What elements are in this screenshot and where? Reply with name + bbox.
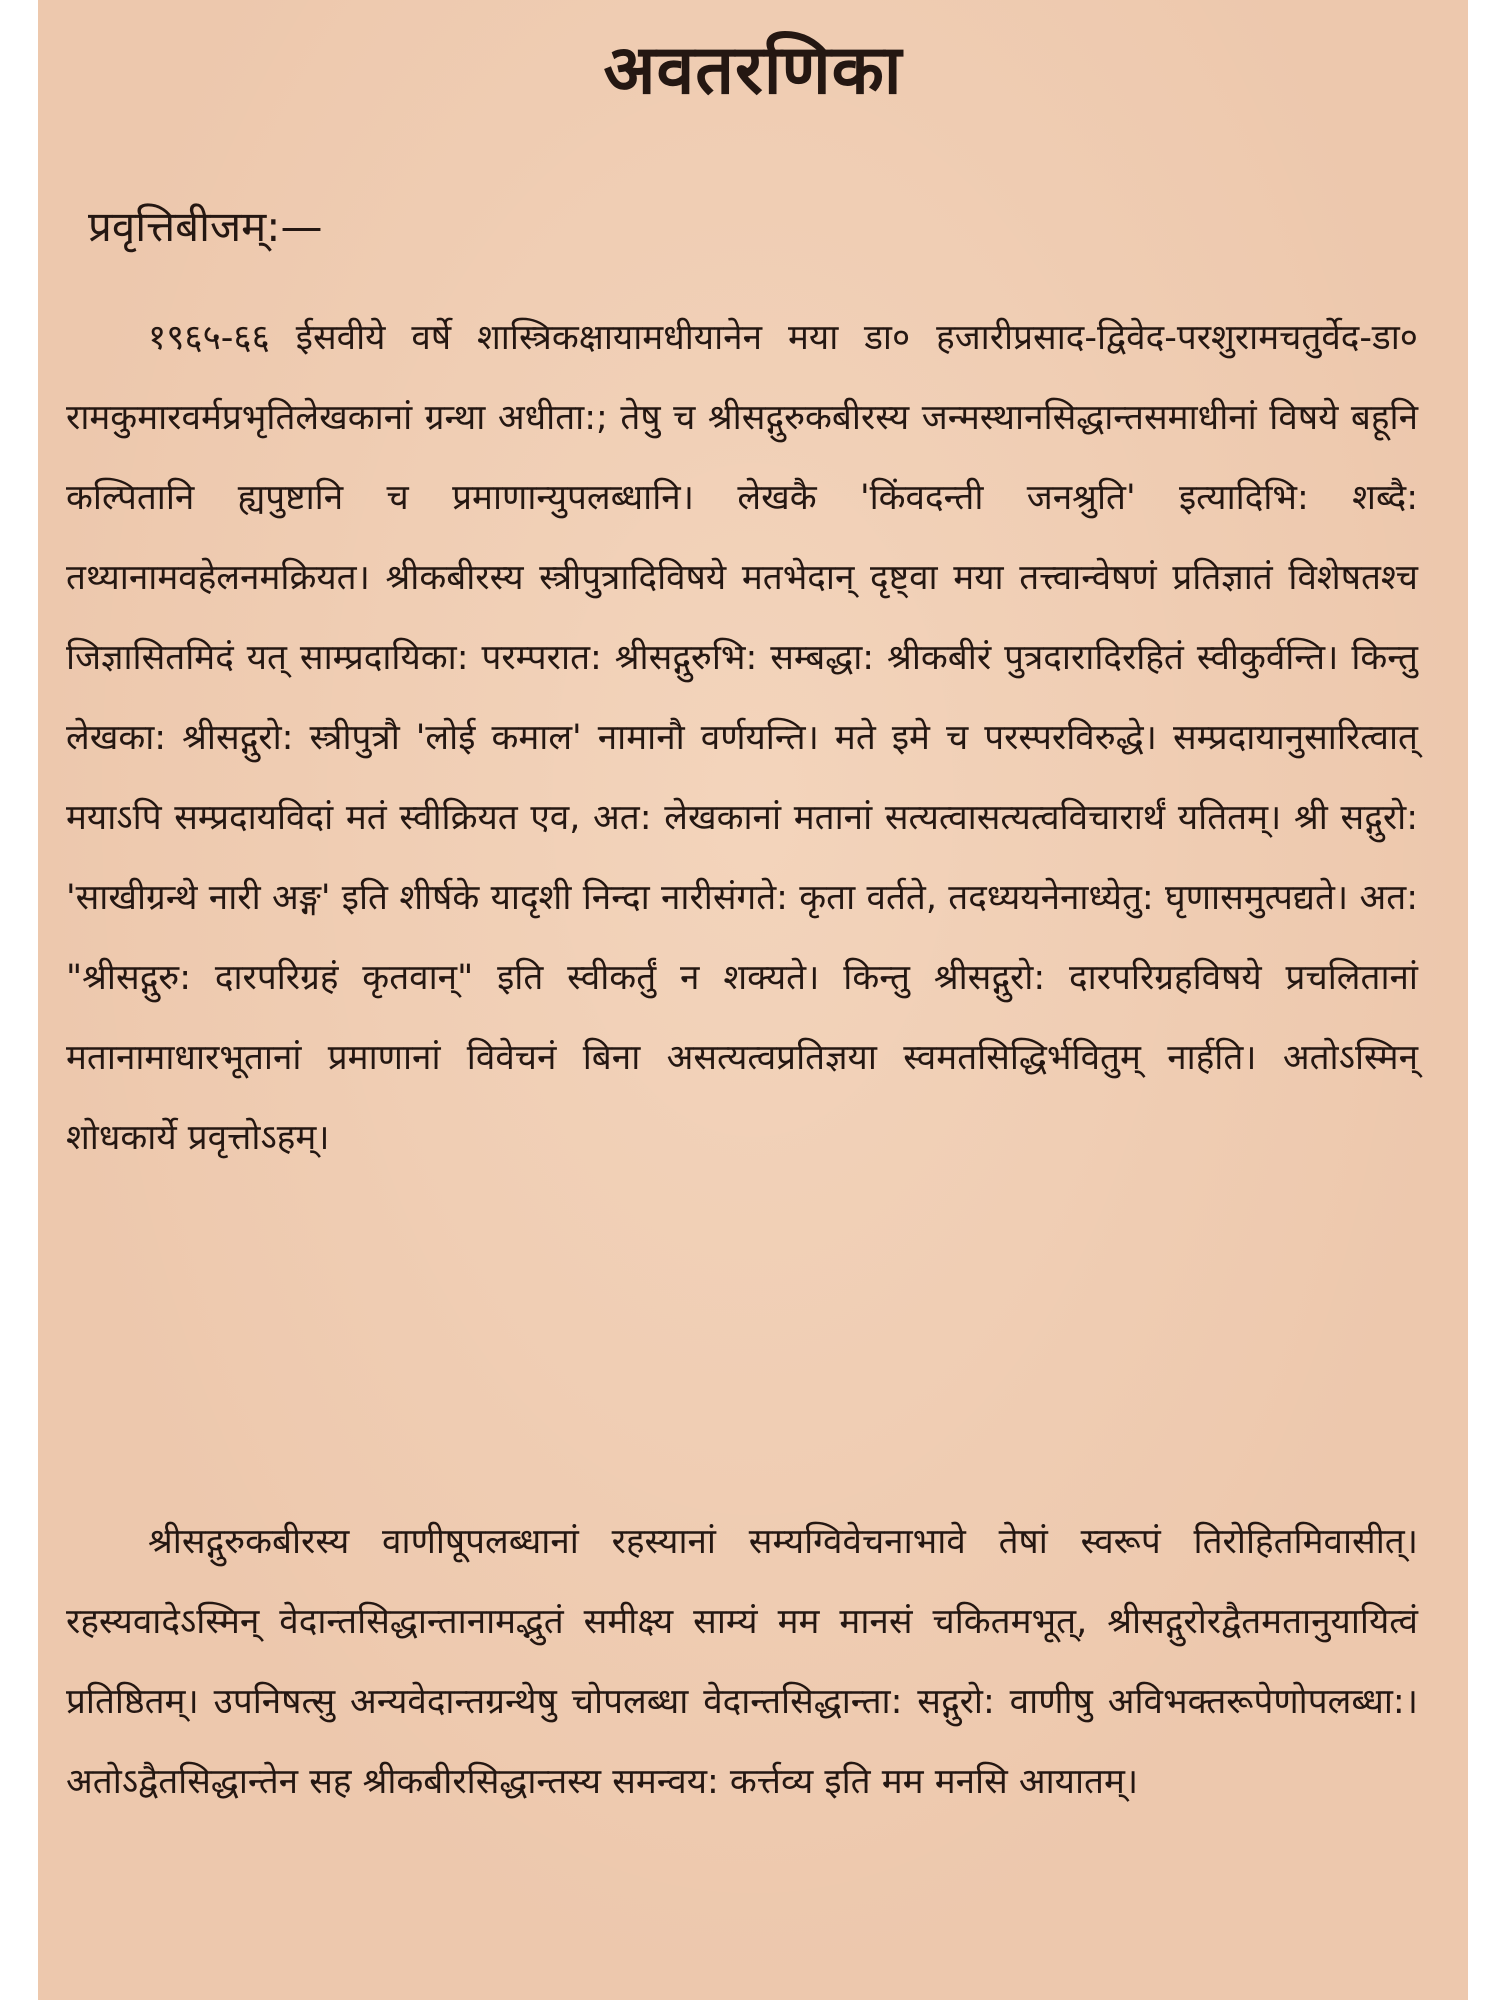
paragraph: श्रीसद्गुरुकबीरस्य वाणीषूपलब्धानां रहस्यानां सम्यग्विवेचनाभावे तेषां स्वरूपं तिरोहितमिवासीत्। रहस्यवादेऽस्मिन् वेदान्तसिद्धान्तानामद्भुतं समीक्ष्य साम्यं मम मानसं चकितमभूत्, श्रीसद्गुरोरद्वैतमतानुयायित्वं प्रतिष्ठितम्। उपनिषत्सु अन्यवेदान्तग्रन्थेषु चोपलब्धा वेदान्तसिद्धान्ता: सद्गुरो: वाणीषु अविभक्तरूपेणोपलब्धा:। अतोऽद्वैतसिद्धान्तेन सह श्रीकबीरसिद्धान्तस्य समन्वय: कर्त्तव्य इति मम मनसि आयातम्।	[66, 1522, 1418, 1802]
paragraph: १९६५-६६ ईसवीये वर्षे शास्त्रिकक्षायामधीयानेन मया डा० हजारीप्रसाद-द्विवेद-परशुरामचतुर्वेद-डा० रामकुमारवर्मप्रभृतिलेखकानां ग्रन्था अधीता:; तेषु च श्रीसद्गुरुकबीरस्य जन्मस्थानसिद्धान्तसमाधीनां विषये बहूनि कल्पितानि ह्यपुष्टानि च प्रमाणान्युपलब्धानि। लेखकै 'किंवदन्ती जनश्रुति' इत्यादिभि: शब्दै: तथ्यानामवहेलनमक्रियत। श्रीकबीरस्य स्त्रीपुत्रादिविषये मतभेदान् दृष्ट्वा मया तत्त्वान्वेषणं प्रतिज्ञातं विशेषतश्च जिज्ञासितमिदं यत् साम्प्रदायिका: परम्परात: श्रीसद्गुरुभि: सम्बद्धा: श्रीकबीरं पुत्रदारादिरहितं स्वीकुर्वन्ति। किन्तु लेखका: श्रीसद्गुरो: स्त्रीपुत्रौ 'लोई कमाल' नामानौ वर्णयन्ति। मते इमे च परस्परविरुद्धे। सम्प्रदायानुसारित्वात् मयाऽपि सम्प्रदायविदां मतं स्वीक्रियत एव, अत: लेखकानां मतानां सत्यत्वासत्यत्वविचारार्थं यतितम्। श्री सद्गुरो: 'साखीग्रन्थे नारी अङ्ग' इति शीर्षके यादृशी निन्दा नारीसंगते: कृता वर्तते, तदध्ययनेनाध्येतु: घृणासमुत्पद्यते। अत: "श्रीसद्गुरु: दारपरिग्रहं कृतवान्" इति स्वीकर्तुं न शक्यते। किन्तु श्रीसद्गुरो: दारपरिग्रहविषये प्रचलितानां मतानामाधारभूतानां प्रमाणानां विवेचनं बिना असत्यत्वप्रतिज्ञया स्वमतसिद्धिर्भवितुम् नार्हति। अतोऽस्मिन् शोधकार्ये प्रवृत्तोऽहम्।	[66, 318, 1418, 1158]
book-page	[38, 0, 1468, 2000]
section-heading: प्रवृत्तिबीजम्:—	[88, 202, 323, 251]
page-title: अवतरणिका	[603, 31, 903, 110]
